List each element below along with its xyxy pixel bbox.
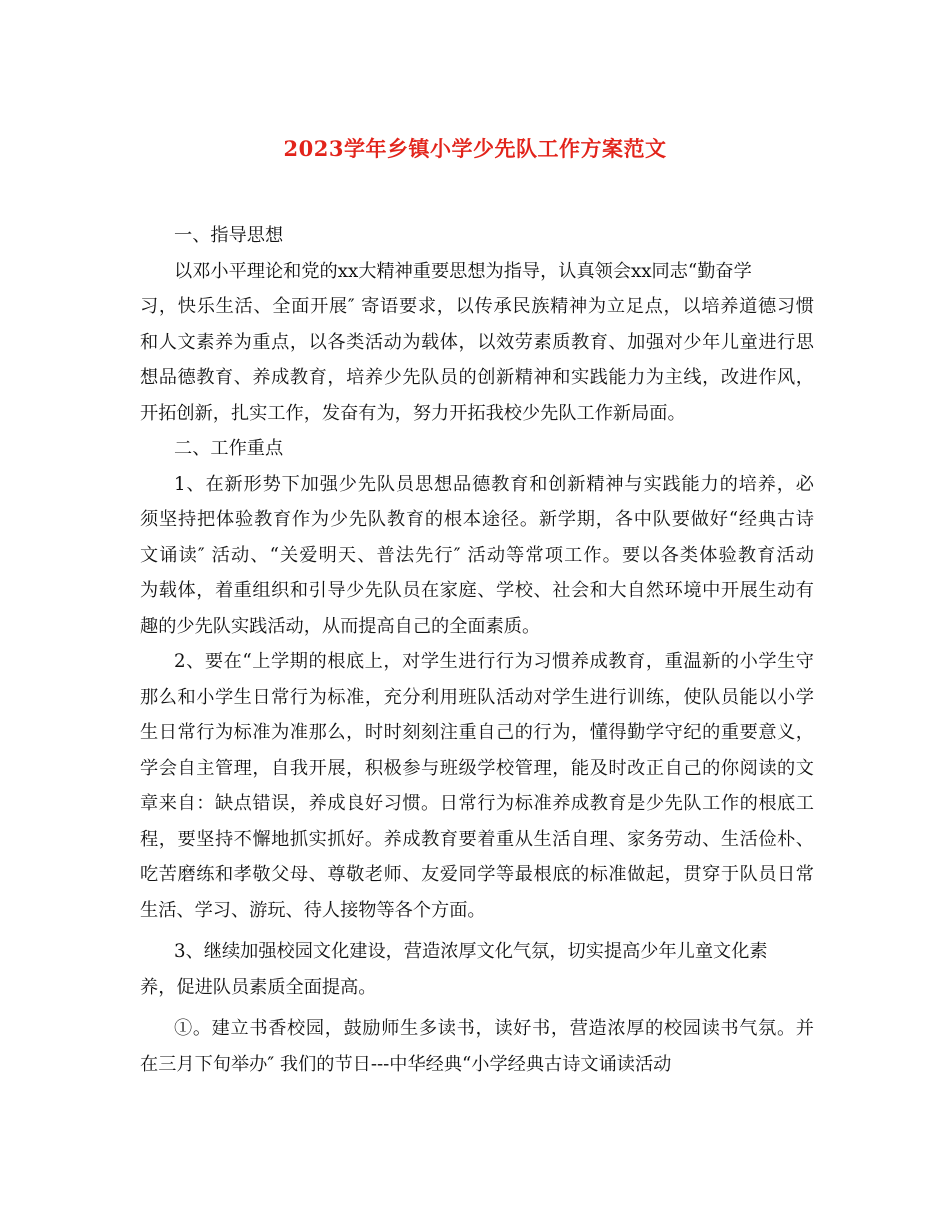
paragraph-line: 开拓创新，扎实工作，发奋有为，努力开拓我校少先队工作新局面。	[140, 402, 686, 424]
paragraph-line: 想品德教育、养成教育，培养少先队员的创新精神和实践能力为主线，改进作风，	[140, 367, 814, 388]
paragraph-line: 在三月下旬举办″ 我们的节日---中华经典“小学经典古诗文诵读活动	[140, 1053, 672, 1075]
paragraph-line: 生活、学习、游玩、待人接物等各个方面。	[140, 899, 486, 921]
paragraph-line: 1、在新形势下加强少先队员思想品德教育和创新精神与实践能力的培养，必	[174, 473, 814, 495]
paragraph-line: 学会自主管理，自我开展，积极参与班级学校管理，能及时改正自己的你阅读的文	[140, 757, 814, 779]
paragraph-line: 2、要在“上学期的根底上，对学生进行行为习惯养成教育，重温新的小学生守	[174, 651, 814, 672]
paragraph-line: 生日常行为标准为准那么，时时刻刻注重自己的行为，懂得勤学守纪的重要意义，	[140, 722, 814, 743]
document-body	[140, 218, 814, 1082]
paragraph-line: 养，促进队员素质全面提高。	[140, 976, 377, 998]
section-heading: 一、指导思想	[174, 225, 284, 246]
paragraph-line: 吃苦磨练和孝敬父母、尊敬老师、友爱同学等最根底的标准做起，贯穿于队员日常	[140, 864, 814, 885]
paragraph-line: 习，快乐生活、全面开展″ 寄语要求，以传承民族精神为立足点，以培养道德习惯	[140, 296, 814, 317]
paragraph-line: 那么和小学生日常行为标准，充分利用班队活动对学生进行训练，使队员能以小学	[140, 686, 814, 708]
paragraph-line: 3、继续加强校园文化建设，营造浓厚文化气氛，切实提高少年儿童文化素	[174, 941, 768, 962]
paragraph-line: 文诵读″ 活动、“关爱明天、普法先行″ 活动等常项工作。要以各类体验教育活动	[140, 544, 814, 566]
paragraph-line: 章来自：缺点错误，养成良好习惯。日常行为标准养成教育是少先队工作的根底工	[140, 793, 814, 814]
document-title: 2023学年乡镇小学少先队工作方案范文	[283, 136, 667, 161]
paragraph-line: ①。建立书香校园，鼓励师生多读书，读好书，营造浓厚的校园读书气氛。并	[174, 1018, 814, 1039]
paragraph-line: 程，要坚持不懈地抓实抓好。养成教育要着重从生活自理、家务劳动、生活俭朴、	[140, 828, 814, 850]
paragraph-line: 须坚持把体验教育作为少先队教育的根本途径。新学期，各中队要做好“经典古诗	[140, 509, 814, 530]
paragraph-line: 和人文素养为重点，以各类活动为载体，以效劳素质教育、加强对少年儿童进行思	[140, 331, 814, 353]
section-heading: 二、工作重点	[174, 438, 284, 459]
paragraph-line: 以邓小平理论和党的xx大精神重要思想为指导，认真领会xx同志“勤奋学	[174, 260, 752, 282]
paragraph-line: 为载体，着重组织和引导少先队员在家庭、学校、社会和大自然环境中开展生动有	[140, 580, 814, 601]
paragraph-line: 趣的少先队实践活动，从而提高自己的全面素质。	[140, 615, 541, 637]
